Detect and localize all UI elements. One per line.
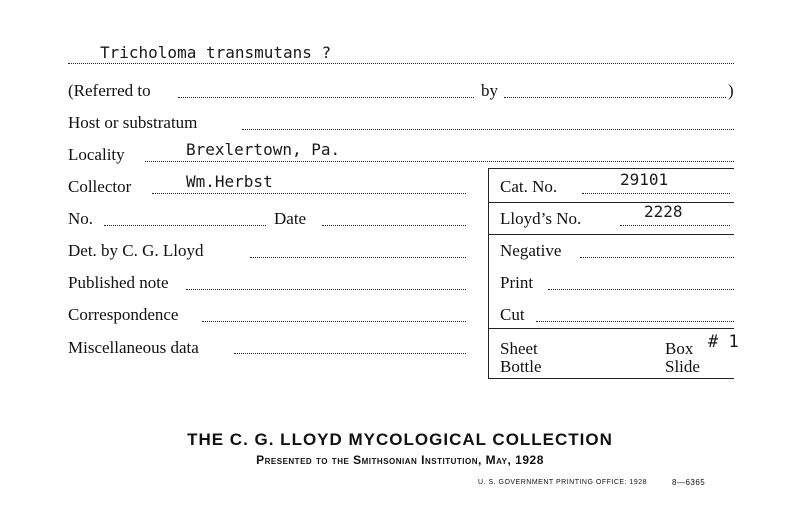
collector-value: Wm.Herbst bbox=[186, 172, 273, 191]
collector-label: Collector bbox=[68, 177, 132, 196]
published-note-line bbox=[186, 289, 466, 290]
form-number: 8—6365 bbox=[672, 478, 706, 487]
locality-value: Brexlertown, Pa. bbox=[186, 140, 341, 159]
host-line bbox=[242, 129, 734, 130]
date-label: Date bbox=[274, 209, 307, 228]
det-by-line bbox=[250, 257, 466, 258]
box-divider-2 bbox=[488, 234, 734, 235]
no-label: No. bbox=[68, 209, 94, 228]
collection-subtitle: Presented to the Smithsonian Institution, May, 1928 bbox=[256, 453, 544, 467]
species-line bbox=[68, 63, 734, 64]
lloyds-no-label: Lloyd’s No. bbox=[500, 209, 582, 228]
referred-to-label: (Referred to bbox=[68, 81, 151, 100]
collector-line bbox=[152, 193, 466, 194]
box-top-border bbox=[488, 168, 734, 169]
sheet-label: Sheet bbox=[500, 339, 538, 358]
by-line bbox=[504, 97, 726, 98]
box-value: # 1 bbox=[708, 332, 739, 352]
close-paren: ) bbox=[728, 81, 734, 100]
cat-no-value: 29101 bbox=[620, 170, 669, 189]
negative-label: Negative bbox=[500, 241, 562, 260]
collection-title: THE C. G. LLOYD MYCOLOGICAL COLLECTION bbox=[187, 430, 613, 449]
printer-imprint: U. S. GOVERNMENT PRINTING OFFICE: 1928 bbox=[478, 479, 648, 486]
negative-line bbox=[580, 257, 734, 258]
referred-to-line bbox=[178, 97, 474, 98]
correspondence-line bbox=[202, 321, 466, 322]
box-bottom-border bbox=[488, 378, 734, 379]
print-line bbox=[548, 289, 734, 290]
no-line bbox=[104, 225, 266, 226]
det-by-label: Det. by C. G. Lloyd bbox=[68, 241, 204, 260]
box-divider-1 bbox=[488, 202, 734, 203]
misc-data-label: Miscellaneous data bbox=[68, 338, 199, 357]
cat-no-label: Cat. No. bbox=[500, 177, 558, 196]
cut-line bbox=[536, 321, 734, 322]
lloyds-no-value: 2228 bbox=[644, 202, 683, 221]
species-name: Tricholoma transmutans ? bbox=[100, 43, 332, 62]
host-label: Host or substratum bbox=[68, 113, 198, 132]
bottle-label: Bottle bbox=[500, 357, 542, 376]
box-label: Box bbox=[665, 339, 694, 358]
published-note-label: Published note bbox=[68, 273, 169, 292]
locality-line bbox=[145, 161, 734, 162]
cat-no-line bbox=[582, 193, 730, 194]
cut-label: Cut bbox=[500, 305, 525, 324]
print-label: Print bbox=[500, 273, 534, 292]
slide-label: Slide bbox=[665, 357, 700, 376]
box-left-border bbox=[488, 168, 489, 378]
date-line bbox=[322, 225, 466, 226]
lloyds-no-line bbox=[620, 225, 730, 226]
misc-data-line bbox=[234, 353, 466, 354]
correspondence-label: Correspondence bbox=[68, 305, 179, 324]
by-label: by bbox=[481, 81, 498, 100]
box-divider-3 bbox=[488, 328, 734, 329]
locality-label: Locality bbox=[68, 145, 125, 164]
